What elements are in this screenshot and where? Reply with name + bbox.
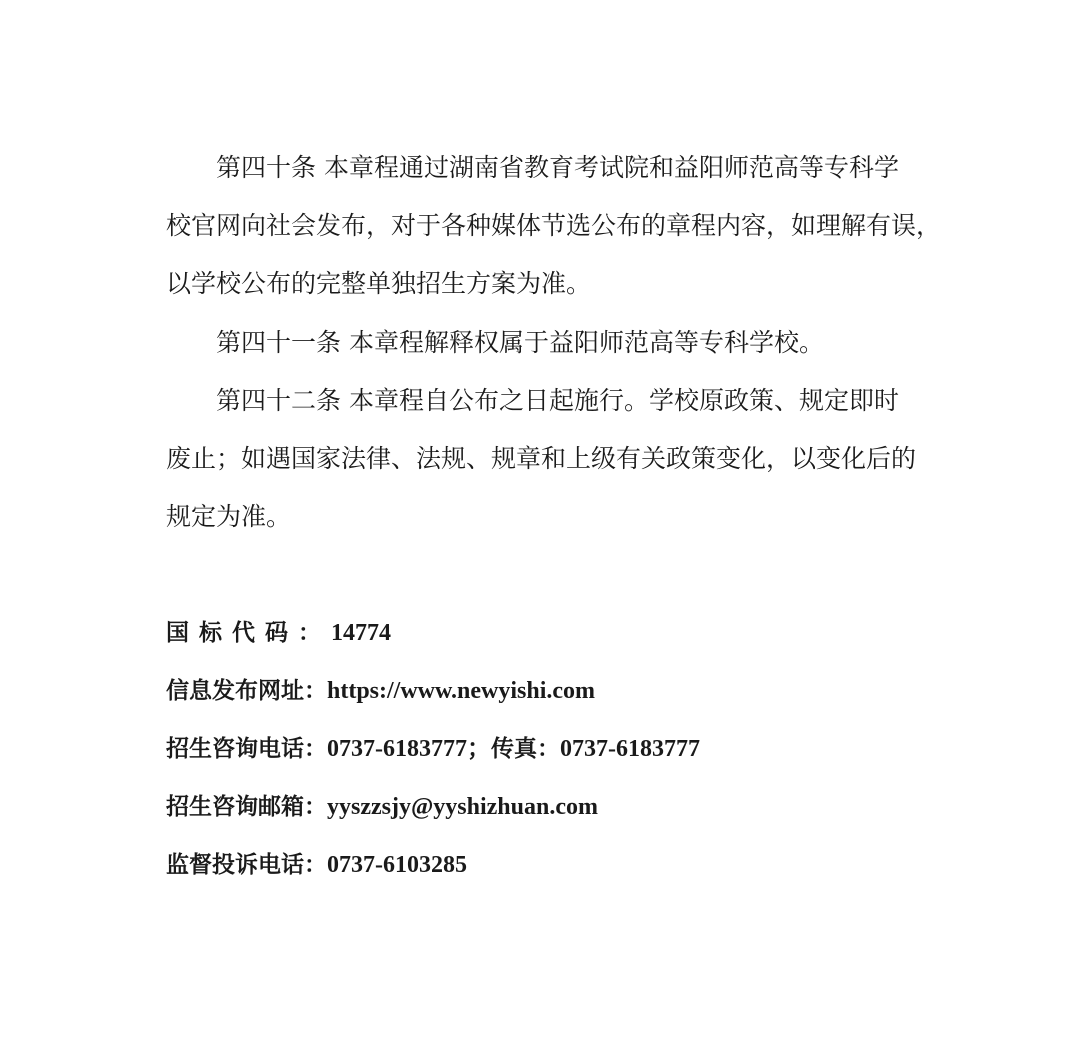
fax-value: 0737-6183777: [560, 736, 700, 762]
website-row: [166, 675, 595, 707]
article-41-line-1: 第四十一条 本章程解释权属于益阳师范高等专科学校。: [216, 328, 824, 357]
website-label: 信息发布网址：: [166, 678, 327, 704]
email-link[interactable]: yyszzsjy@yyshizhuan.com: [327, 794, 598, 820]
phone-label: 招生咨询电话：: [166, 736, 327, 762]
national-code-value: 14774: [331, 620, 391, 646]
email-row: [166, 791, 598, 823]
article-42-line-1: 第四十二条 本章程自公布之日起施行。学校原政策、规定即时: [216, 386, 899, 415]
article-42-line-3: 规定为准。: [166, 502, 292, 531]
email-label: 招生咨询邮箱：: [166, 794, 327, 820]
national-code-label: 国标代码：: [166, 620, 331, 646]
article-40-line-3: 以学校公布的完整单独招生方案为准。: [166, 269, 592, 298]
complaint-phone-row: [166, 849, 467, 881]
phone-value: 0737-6183777；: [327, 736, 491, 762]
complaint-phone-label: 监督投诉电话：: [166, 852, 327, 878]
national-code-row: [166, 617, 391, 649]
article-42-line-2: 废止；如遇国家法律、法规、规章和上级有关政策变化，以变化后的: [166, 444, 917, 473]
complaint-phone-value: 0737-6103285: [327, 852, 467, 878]
article-40-line-1: 第四十条 本章程通过湖南省教育考试院和益阳师范高等专科学: [216, 153, 899, 182]
phone-row: [166, 733, 700, 765]
website-link[interactable]: https://www.newyishi.com: [327, 678, 596, 704]
fax-label: 传真：: [491, 736, 560, 762]
article-40-line-2: 校官网向社会发布，对于各种媒体节选公布的章程内容，如理解有误，: [166, 211, 942, 240]
